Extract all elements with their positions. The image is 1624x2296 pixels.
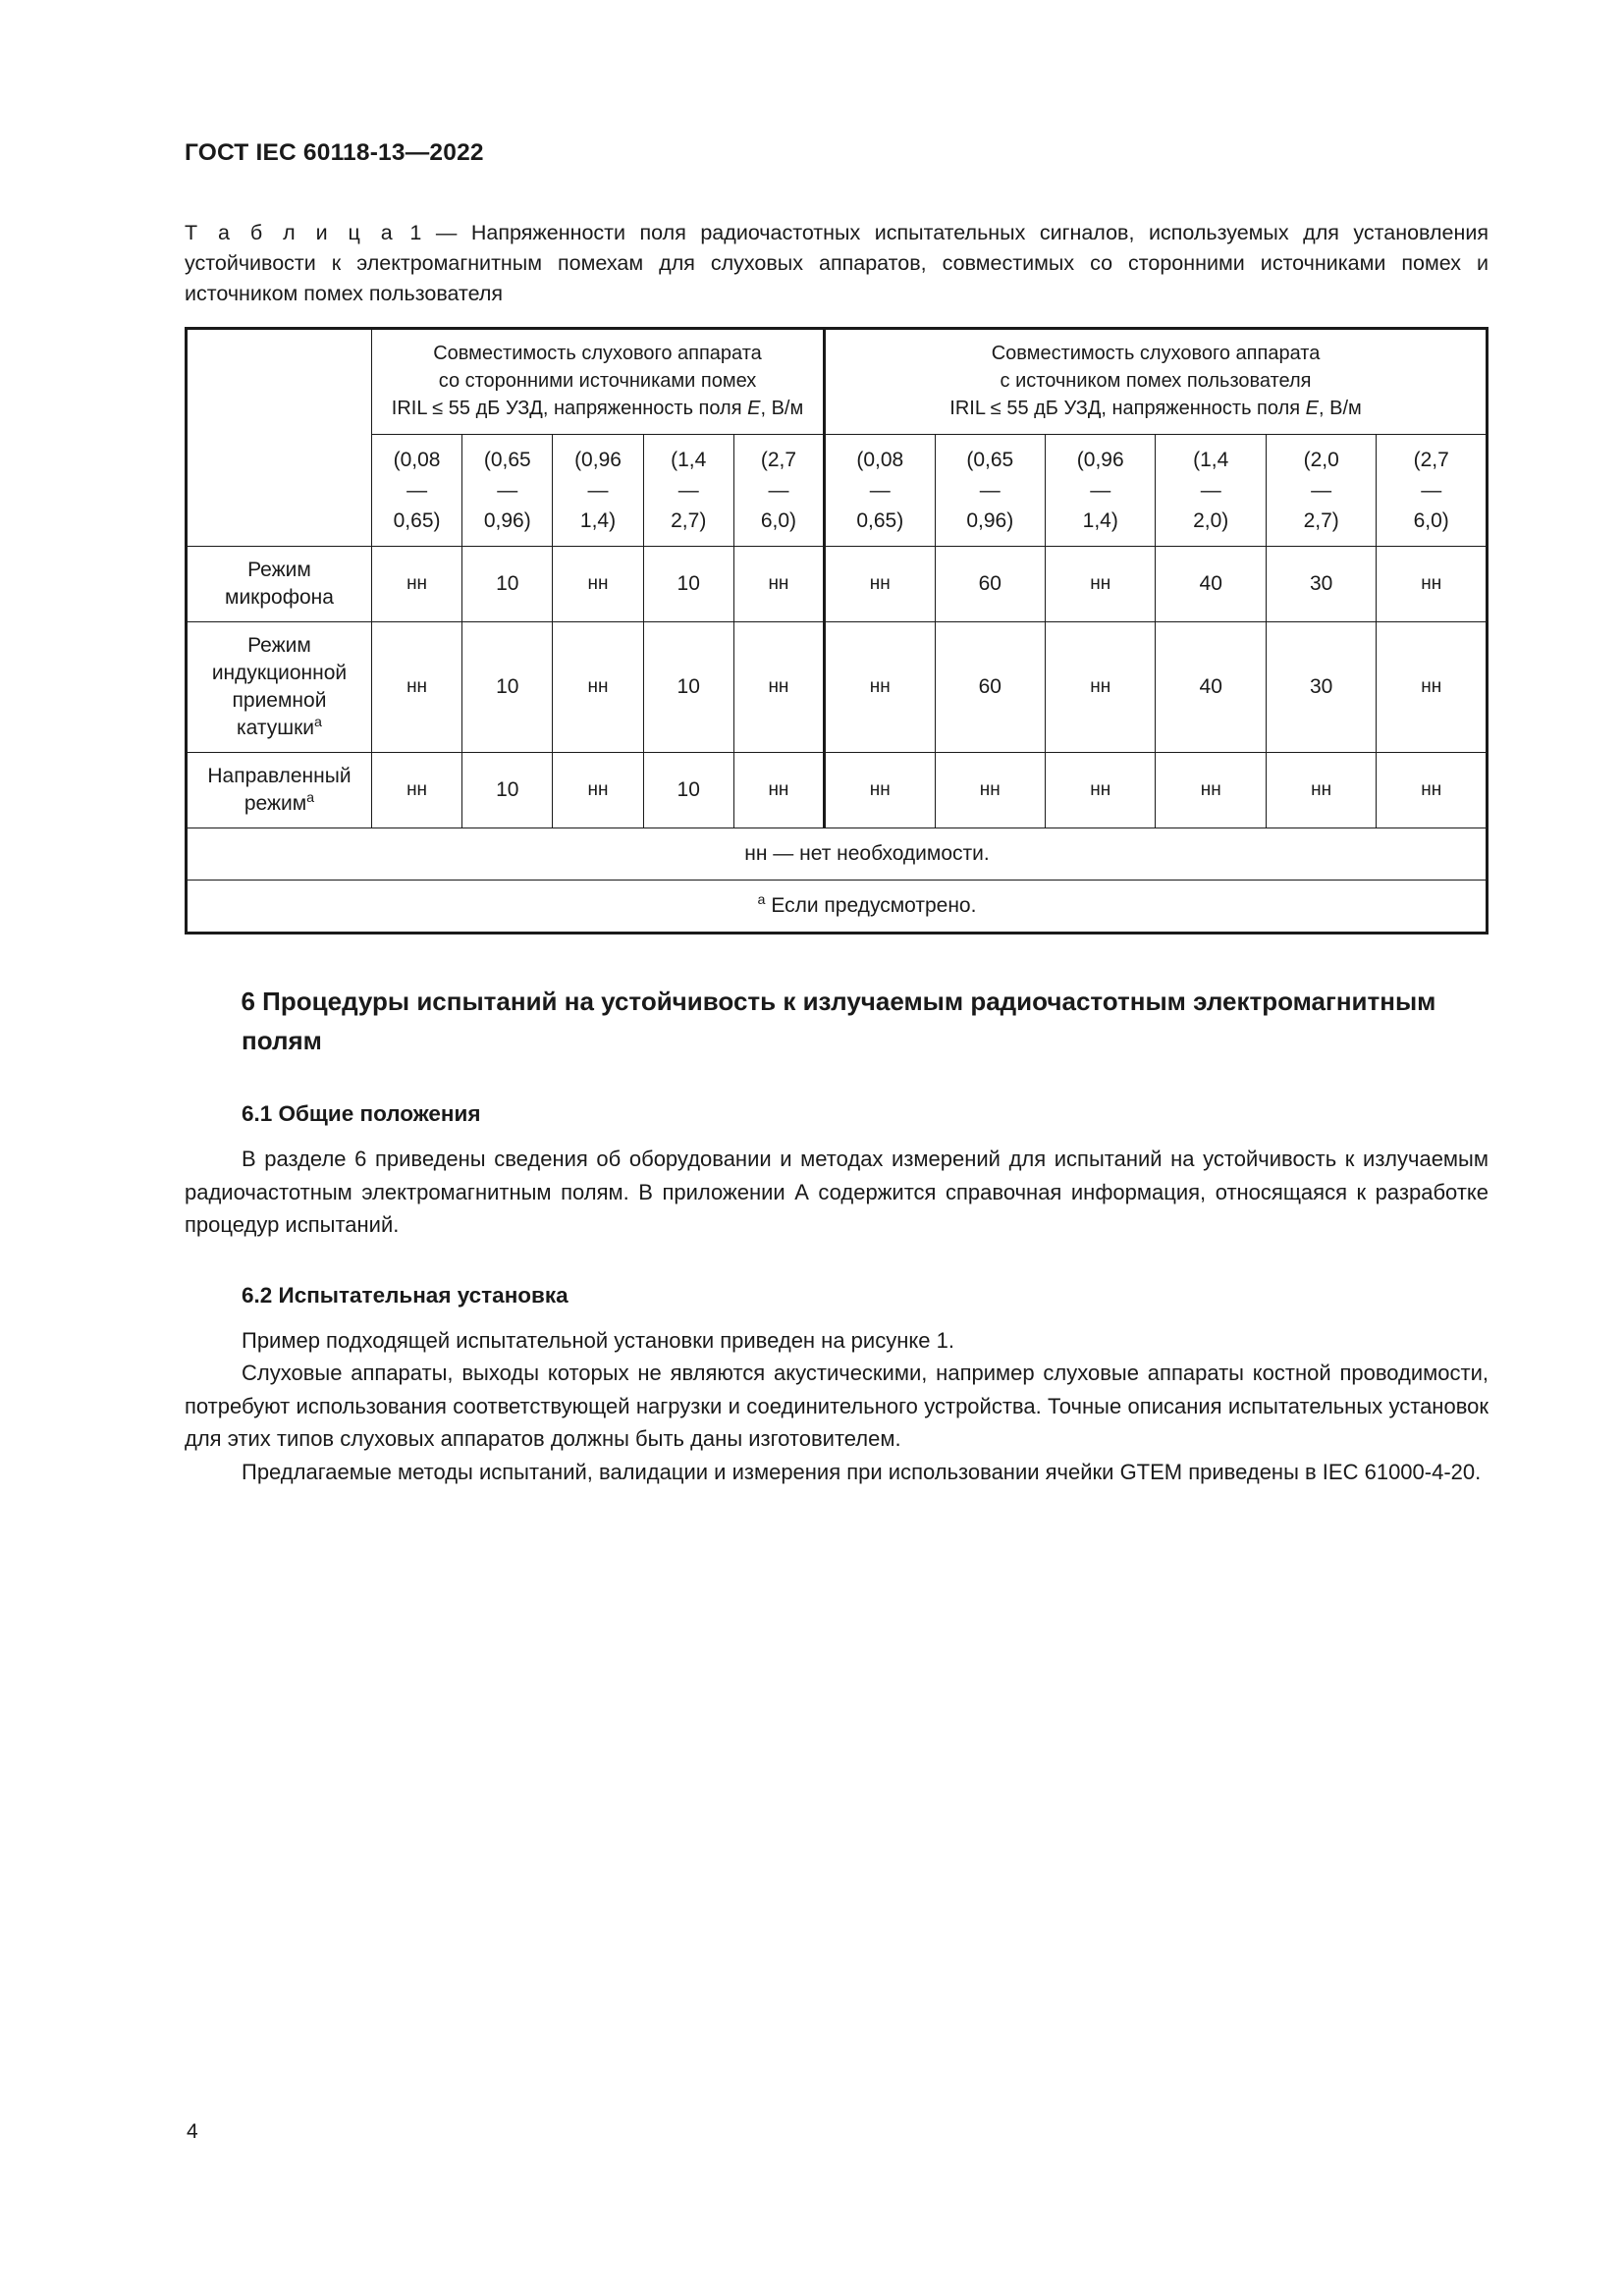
cell-value: нн: [1046, 622, 1156, 753]
table-footnote-a: [187, 881, 1488, 934]
table-1-field-strengths: [185, 327, 1489, 934]
corner-cell: [187, 329, 372, 547]
cell-value: нн: [733, 753, 824, 828]
cell-value: нн: [553, 622, 643, 753]
cell-value: нн: [1266, 753, 1376, 828]
band-cell-1: [371, 435, 461, 547]
row-label-text: режим: [244, 792, 307, 815]
section-6-2-paragraph-1: Пример подходящей испытательной установки приведен на рисунке 1.: [242, 1327, 954, 1353]
band-to: 6,0): [1413, 509, 1449, 532]
band-from: (1,4: [671, 449, 707, 471]
cell-value: нн: [371, 753, 461, 828]
band-dash: —: [1200, 479, 1221, 502]
footnote-marker: a: [306, 790, 315, 806]
header-group-external-line3: [378, 395, 817, 422]
footnote-marker: a: [314, 715, 322, 730]
table-caption-number: 1: [409, 221, 422, 244]
band-cell-8: [1046, 435, 1156, 547]
cell-value: нн: [733, 622, 824, 753]
row-label-directional-mode: [187, 753, 372, 828]
section-6-1-paragraph: В разделе 6 приведены сведения об оборудовании и методах измерений для испытаний на устойчивость к излучаемым радиочастотным электромагнитным полям. В приложении А содержится справочная информация, относящаяся к разработке процедур испытаний.: [185, 1147, 1489, 1237]
band-to: 1,4): [1082, 509, 1118, 532]
band-from: (0,96: [1076, 449, 1124, 471]
table-row: [187, 622, 1488, 753]
band-from: (2,0: [1303, 449, 1339, 471]
band-from: (0,96: [574, 449, 622, 471]
row-label-line: микрофона: [225, 586, 334, 609]
table-band-row: [187, 435, 1488, 547]
row-label-line: [195, 715, 363, 742]
cell-value: нн: [1156, 753, 1266, 828]
section-6-2-heading: 6.2 Испытательная установка: [242, 1282, 568, 1308]
header-group-user-source: [825, 329, 1488, 435]
header-group-external-line3-post: , В/м: [760, 398, 804, 419]
cell-value: нн: [1377, 622, 1488, 753]
band-from: (2,7: [760, 449, 797, 471]
band-cell-2: [462, 435, 553, 547]
section-6-heading: 6 Процедуры испытаний на устойчивость к излучаемым радиочастотным электромагнитным полям: [241, 987, 1436, 1055]
header-group-external-line1: Совместимость слухового аппарата: [433, 343, 762, 364]
row-label-line: [195, 790, 363, 818]
band-dash: —: [869, 479, 891, 502]
band-dash: —: [979, 479, 1001, 502]
band-from: (0,08: [856, 449, 904, 471]
cell-value: 10: [462, 753, 553, 828]
cell-value: 10: [643, 622, 733, 753]
band-cell-5: [733, 435, 824, 547]
row-label-line: Режим: [247, 634, 311, 657]
band-cell-4: [643, 435, 733, 547]
band-dash: —: [1090, 479, 1111, 502]
band-from: (0,65: [966, 449, 1014, 471]
cell-value: 40: [1156, 547, 1266, 622]
cell-value: 10: [643, 547, 733, 622]
band-dash: —: [677, 479, 699, 502]
cell-value: нн: [825, 622, 935, 753]
row-label-line: индукционной: [211, 662, 348, 684]
band-cell-7: [935, 435, 1045, 547]
cell-value: 40: [1156, 622, 1266, 753]
running-header-standard-number: ГОСТ IEC 60118-13—2022: [185, 139, 484, 166]
row-label-text: катушки: [237, 717, 314, 739]
cell-value: нн: [553, 547, 643, 622]
row-label-line: Направленный: [207, 765, 352, 787]
band-to: 0,65): [856, 509, 904, 532]
table-row: [187, 547, 1488, 622]
band-to: 0,65): [393, 509, 441, 532]
cell-value: 60: [935, 547, 1045, 622]
band-to: 6,0): [760, 509, 797, 532]
cell-value: нн: [733, 547, 824, 622]
cell-value: 60: [935, 622, 1045, 753]
header-group-user-line3-pre: IRIL ≤ 55 дБ УЗД, напряженность поля: [949, 398, 1306, 419]
cell-value: 10: [462, 547, 553, 622]
band-dash: —: [406, 479, 428, 502]
band-cell-10: [1266, 435, 1376, 547]
cell-value: нн: [1377, 753, 1488, 828]
band-to: 0,96): [483, 509, 531, 532]
footnote-marker: a: [757, 892, 766, 908]
row-label-microphone-mode: [187, 547, 372, 622]
cell-value: 30: [1266, 547, 1376, 622]
table-note-abbreviation: нн — нет необходимости.: [187, 828, 1488, 881]
cell-value: нн: [825, 547, 935, 622]
header-group-user-line1: Совместимость слухового аппарата: [991, 343, 1321, 364]
header-group-external-line3-symbol: E: [747, 398, 761, 419]
header-group-user-line2: с источником помех пользователя: [1000, 370, 1312, 392]
cell-value: 10: [643, 753, 733, 828]
row-label-line: приемной: [232, 689, 327, 712]
cell-value: нн: [371, 622, 461, 753]
band-to: 1,4): [579, 509, 617, 532]
band-from: (1,4: [1193, 449, 1229, 471]
table-caption-label: Т а б л и ц а: [185, 221, 396, 244]
band-dash: —: [497, 479, 518, 502]
table-row: [187, 753, 1488, 828]
page-content: [185, 218, 1489, 1488]
header-group-external-line3-pre: IRIL ≤ 55 дБ УЗД, напряженность поля: [391, 398, 748, 419]
header-group-external-line2: со сторонними источниками помех: [438, 370, 757, 392]
cell-value: 30: [1266, 622, 1376, 753]
band-dash: —: [768, 479, 789, 502]
row-label-induction-coil-mode: [187, 622, 372, 753]
cell-value: нн: [935, 753, 1045, 828]
band-dash: —: [1421, 479, 1442, 502]
header-group-user-line3: [832, 395, 1480, 422]
cell-value: нн: [825, 753, 935, 828]
cell-value: 10: [462, 622, 553, 753]
band-to: 2,7): [671, 509, 707, 532]
page-number: 4: [187, 2120, 198, 2143]
cell-value: нн: [1377, 547, 1488, 622]
band-to: 0,96): [966, 509, 1014, 532]
band-from: (0,65: [483, 449, 531, 471]
cell-value: нн: [553, 753, 643, 828]
footnote-text: Если предусмотрено.: [771, 894, 977, 917]
band-from: (2,7: [1413, 449, 1449, 471]
cell-value: нн: [1046, 547, 1156, 622]
section-6-1-heading: 6.1 Общие положения: [242, 1101, 481, 1126]
table-caption-dash: —: [435, 221, 458, 244]
band-to: 2,0): [1193, 509, 1229, 532]
table-footnote-row: [187, 881, 1488, 934]
band-to: 2,7): [1303, 509, 1339, 532]
band-cell-9: [1156, 435, 1266, 547]
band-dash: —: [587, 479, 609, 502]
header-group-user-line3-post: , В/м: [1318, 398, 1362, 419]
band-cell-3: [553, 435, 643, 547]
cell-value: нн: [1046, 753, 1156, 828]
table-caption: [185, 218, 1489, 309]
header-group-user-line3-symbol: E: [1305, 398, 1319, 419]
section-6-2-paragraph-3: Предлагаемые методы испытаний, валидации и измерения при использовании ячейки GTEM приведены в IEC 61000-4-20.: [242, 1459, 1482, 1484]
section-6-2-paragraph-2: Слуховые аппараты, выходы которых не являются акустическими, например слуховые аппараты костной проводимости, потребуют использования соответствующей нагрузки и соединительного устройства. Точные описания испытательных установок для этих типов слуховых аппаратов должны быть даны изготовителем.: [185, 1361, 1489, 1451]
table-header-group-row: [187, 329, 1488, 435]
table-caption-text: Напряженности поля радиочастотных испытательных сигналов, используемых для установления устойчивости к электромагнитным помехам для слуховых аппаратов, совместимых со сторонними источниками помех и источником помех пользователя: [185, 221, 1489, 305]
band-from: (0,08: [393, 449, 441, 471]
band-cell-6: [825, 435, 935, 547]
table-note-row: [187, 828, 1488, 881]
cell-value: нн: [371, 547, 461, 622]
row-label-line: Режим: [247, 559, 311, 581]
band-cell-11: [1377, 435, 1488, 547]
header-group-external-sources: [371, 329, 824, 435]
band-dash: —: [1311, 479, 1332, 502]
